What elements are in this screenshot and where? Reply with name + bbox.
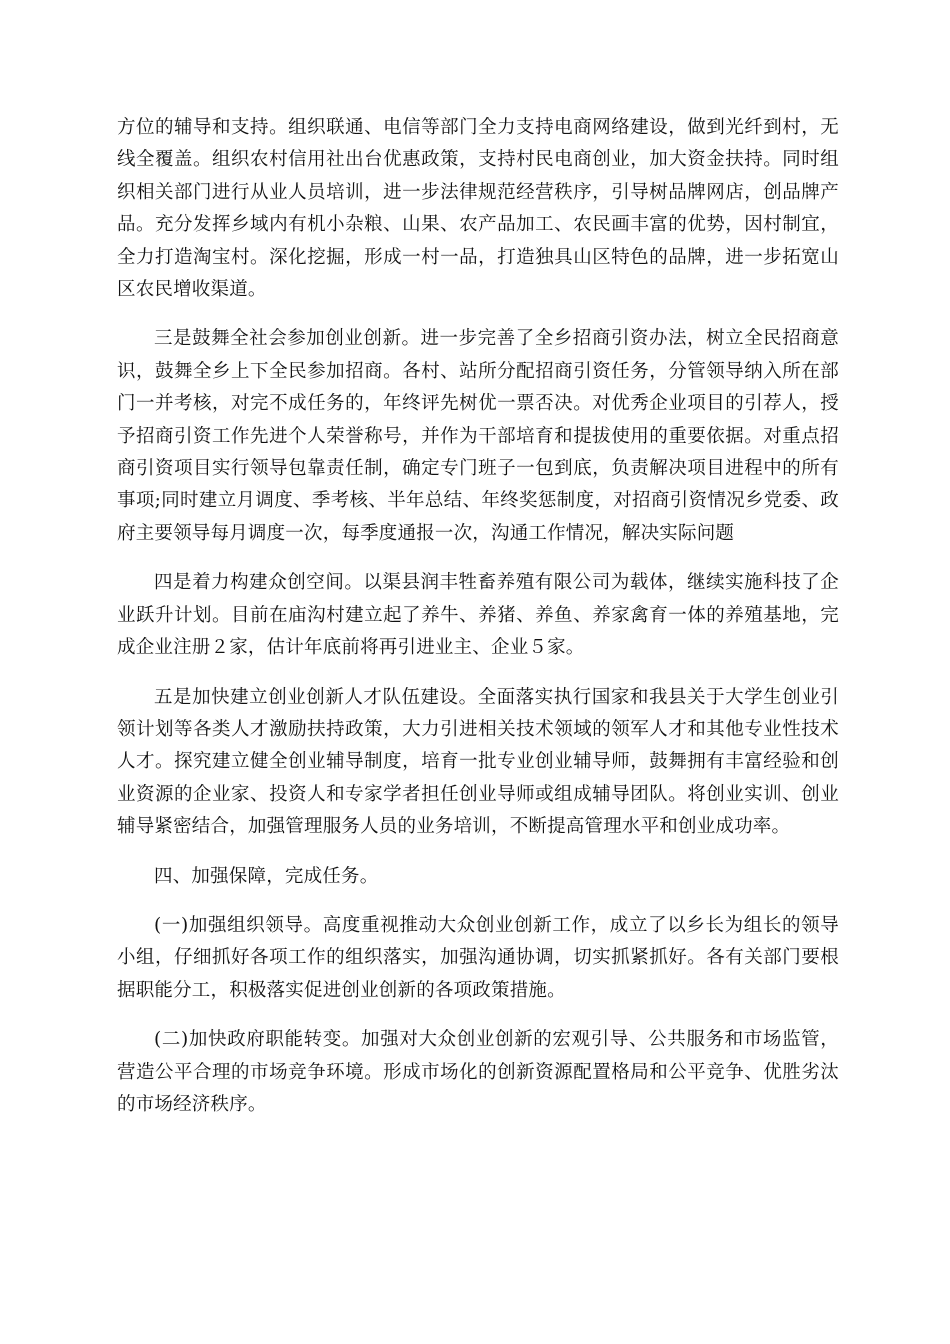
paragraph-2: 三是鼓舞全社会参加创业创新。进一步完善了全乡招商引资办法，树立全民招商意识，鼓舞全乡上下全民参加招商。各村、站所分配招商引资任务，分管领导纳入所在部门一并考核，对完不成任务的，年终评先树优一票否决。对优秀企业项目的引荐人，授予招商引资工作先进个人荣誉称号，并作为干部培育和提拔使用的重要依据。对重点招商引资项目实行领导包靠责任制，确定专门班子一包到底，负责解决项目进程中的所有事项;同时建立月调度、季考核、半年总结、年终奖惩制度，对招商引资情况乡党委、政府主要领导每月调度一次，每季度通报一次，沟通工作情况，解决实际问题	[117, 328, 839, 544]
paragraph-3: 四是着力构建众创空间。以渠县润丰牲畜养殖有限公司为载体，继续实施科技了企业跃升计划。目前在庙沟村建立起了养牛、养猪、养鱼、养家禽育一体的养殖基地，完成企业注册２家，估计年底前将再引进业主、企业５家。	[117, 572, 839, 659]
paragraph-5: (一)加强组织领导。高度重视推动大众创业创新工作，成立了以乡长为组长的领导小组，仔细抓好各项工作的组织落实，加强沟通协调，切实抓紧抓好。各有关部门要根据职能分工，积极落实促进创业创新的各项政策措施。	[117, 914, 839, 1001]
paragraph-1: 方位的辅导和支持。组织联通、电信等部门全力支持电商网络建设，做到光纤到村，无线全覆盖。组织农村信用社出台优惠政策，支持村民电商创业，加大资金扶持。同时组织相关部门进行从业人员培训，进一步法律规范经营秩序，引导树品牌网店，创品牌产品。充分发挥乡域内有机小杂粮、山果、农产品加工、农民画丰富的优势，因村制宜，全力打造淘宝村。深化挖掘，形成一村一品，打造独具山区特色的品牌，进一步拓宽山区农民增收渠道。	[117, 117, 839, 301]
paragraph-4: 五是加快建立创业创新人才队伍建设。全面落实执行国家和我县关于大学生创业引领计划等各类人才激励扶持政策，大力引进相关技术领域的领军人才和其他专业性技术人才。探究建立健全创业辅导制度，培育一批专业创业辅导师，鼓舞拥有丰富经验和创业资源的企业家、投资人和专家学者担任创业导师或组成辅导团队。将创业实训、创业辅导紧密结合，加强管理服务人员的业务培训，不断提高管理水平和创业成功率。	[117, 686, 839, 838]
paragraph-6: (二)加快政府职能转变。加强对大众创业创新的宏观引导、公共服务和市场监管，营造公平合理的市场竞争环境。形成市场化的创新资源配置格局和公平竞争、优胜劣汰的市场经济秩序。	[117, 1029, 839, 1115]
section-heading-4: 四、加强保障，完成任务。	[154, 865, 379, 887]
document-page	[117, 112, 839, 1138]
